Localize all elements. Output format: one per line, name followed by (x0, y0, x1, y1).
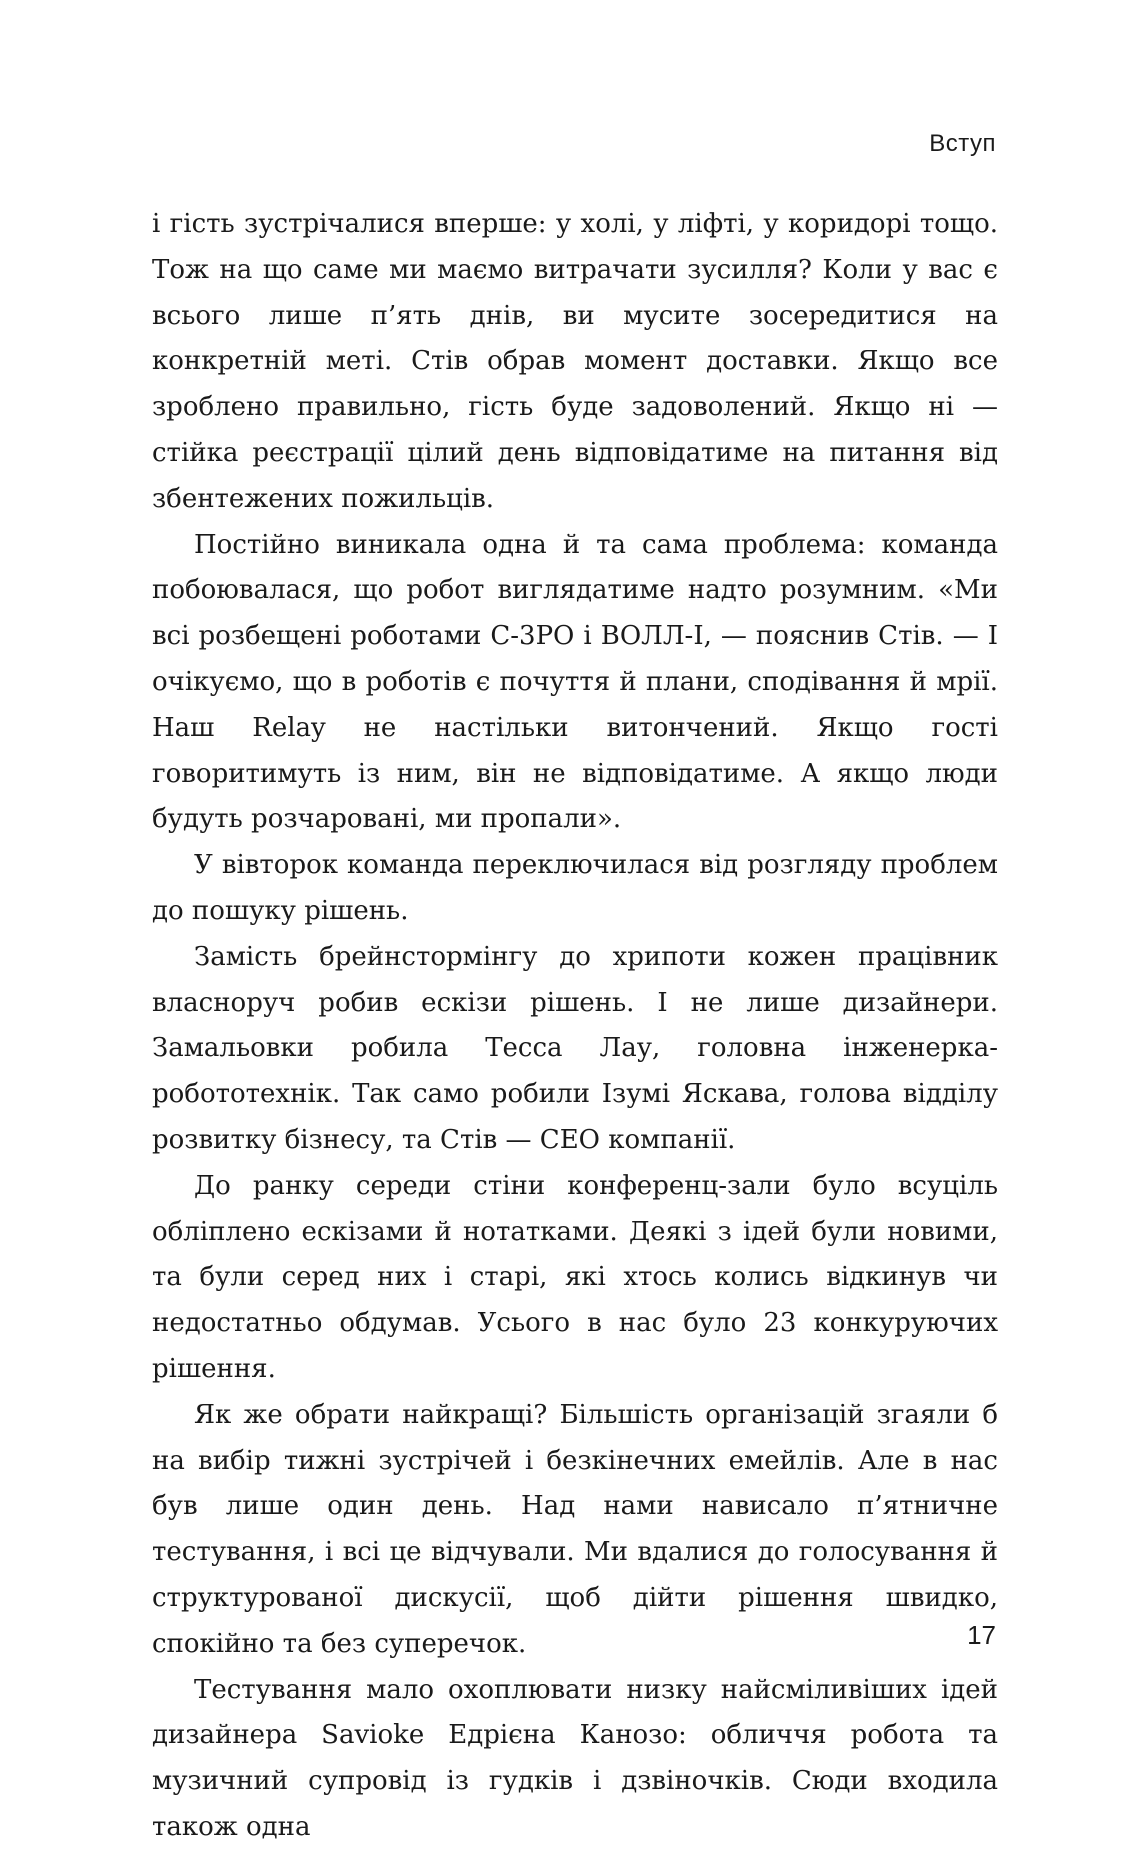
body-text (152, 202, 998, 1851)
running-head: Вступ (929, 130, 996, 157)
paragraph: Як же обрати найкращі? Більшість організацій згаяли б на вибір тижні зустрічей і безкінечних емейлів. Але в нас був лише один день. Над нами нависало п’ятничне тестування, і всі це відчували. Ми вдалися до голосування й структурованої дискусії, щоб дійти рішення швидко, спокійно та без суперечок. (152, 1399, 998, 1659)
page-number: 17 (967, 1620, 996, 1650)
paragraph: і гість зустрічалися вперше: у холі, у ліфті, у коридорі тощо. Тож на що саме ми маємо витрачати зусилля? Коли у вас є всього лише п’ять днів, ви мусите зосередитися на конкретній меті. Стів обрав момент доставки. Якщо все зроблено правильно, гість буде задоволений. Якщо ні — стійка реєстрації цілий день відповідатиме на питання від збентежених пожильців. (152, 209, 998, 514)
paragraph: Замість брейнстормінгу до хрипоти кожен працівник власноруч робив ескізи рішень. І не лише дизайнери. Замальовки робила Тесса Лау, головна інженерка-робототехнік. Так само робили Ізумі Яскава, голова відділу розвитку бізнесу, та Стів — CEO компанії. (152, 941, 998, 1155)
paragraph: Постійно виникала одна й та сама проблема: команда побоювалася, що робот виглядатиме надто розумним. «Ми всі розбещені роботами С-3PO і ВОЛЛ-І, — пояснив Стів. — І очікуємо, що в роботів є почуття й плани, сподівання й мрії. Наш Relay не настільки витончений. Якщо гості говоритимуть із ним, він не відповідатиме. А якщо люди будуть розчаровані, ми пропали». (152, 529, 998, 835)
paragraph: Тестування мало охоплювати низку найсміливіших ідей дизайнера Savioke Едрієна Канозо: обличчя робота та музичний супровід із гудків і дзвіночків. Сюди входила також одна (152, 1674, 998, 1842)
paragraph: У вівторок команда переключилася від розгляду проблем до пошуку рішень. (152, 850, 998, 926)
paragraph: До ранку середи стіни конференц-зали було всуціль обліплено ескізами й нотатками. Деякі з ідей були новими, та були серед них і старі, які хтось колись відкинув чи недостатньо обдумав. Усього в нас було 23 конкуруючих рішення. (152, 1170, 998, 1384)
